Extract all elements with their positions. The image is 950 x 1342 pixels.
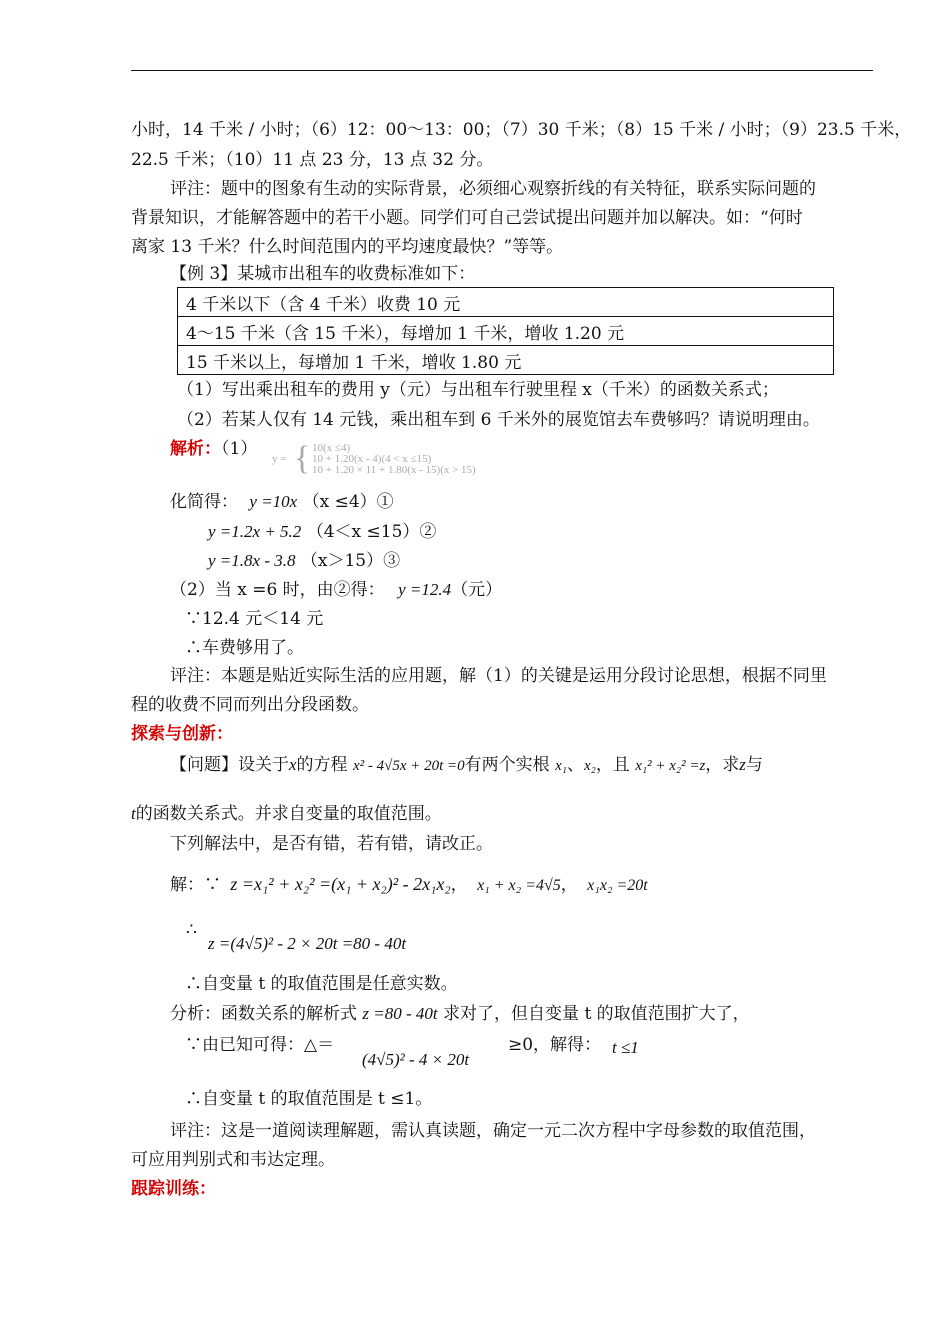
sum-of-roots: x₁ + x₂ =4√5 bbox=[477, 877, 561, 894]
piecewise-formula bbox=[272, 442, 732, 476]
discriminant-solve: ≥0，解得： bbox=[508, 1035, 602, 1055]
solution-heading bbox=[170, 437, 257, 461]
root-x1: x₁ bbox=[555, 758, 567, 774]
answer-line-2: 22.5 千米；（10）11 点 23 分，13 点 32 分。 bbox=[131, 150, 494, 170]
problem-text-g: 的函数关系式。并求自变量的取值范围。 bbox=[135, 804, 442, 824]
simplify-line-2 bbox=[208, 520, 436, 544]
separator: 、 bbox=[566, 755, 584, 775]
part2-result: y =12.4 bbox=[398, 580, 452, 599]
discriminant-label: ∵由已知可得：△＝ bbox=[185, 1035, 335, 1055]
var-z: z bbox=[739, 755, 746, 774]
discriminant-expression: (4√5)² - 4 × 20t bbox=[362, 1050, 470, 1069]
answer-line-1: 小时，14 千米 / 小时；（6）12：00～13：00；（7）30 千米；（8）15 千米 / 小时；（9）23.5 千米， bbox=[131, 120, 912, 140]
brace-icon: { bbox=[294, 440, 311, 477]
root-x2: x₂ bbox=[583, 758, 596, 774]
analysis-text-b: 求对了，但自变量 t 的取值范围扩大了， bbox=[443, 1004, 750, 1024]
solution-start: 解：∵ bbox=[170, 875, 221, 895]
therefore-symbol: ∴ bbox=[186, 920, 197, 940]
fare-table bbox=[177, 287, 834, 375]
identity-equation: z =x₁² + x₂² =(x₁ + x₂)² - 2x₁x₂ bbox=[230, 874, 451, 894]
part2-unit: （元） bbox=[451, 580, 503, 600]
problem-text-b: 的方程 bbox=[296, 755, 348, 775]
simplify-line-3 bbox=[208, 549, 400, 573]
solution-line-1: 解：∵ z =x₁² + x₂² =(x₁ + x₂)² - 2x₁x₂， x₁ + x₂ =4√5， x₁x₂ =20t bbox=[170, 874, 648, 895]
simplify-label: 化简得： bbox=[170, 492, 238, 512]
product-of-roots: x₁x₂ =20t bbox=[587, 877, 648, 894]
formula-3: y =1.8x - 3.8 bbox=[208, 551, 296, 570]
condition-1: （x ≤4）① bbox=[302, 492, 394, 512]
piecewise-row-2: 10 + 1.20(x - 4)(4 < x ≤15) bbox=[312, 453, 432, 465]
problem-text-c: 有两个实根 bbox=[464, 755, 550, 775]
problem-line-1 bbox=[170, 753, 763, 778]
comment3-line-2: 可应用判别式和韦达定理。 bbox=[131, 1150, 335, 1170]
condition-3: （x＞15）③ bbox=[300, 551, 401, 571]
because-line: ∵12.4 元＜14 元 bbox=[185, 609, 324, 629]
question-1: （1）写出乘出租车的费用 y（元）与出租车行驶里程 x（千米）的函数关系式； bbox=[177, 380, 779, 400]
table-row bbox=[178, 288, 834, 317]
part2-line bbox=[170, 578, 502, 602]
formula-1: y =10x bbox=[249, 492, 298, 511]
question-2: （2）若某人仅有 14 元钱，乘出租车到 6 千米外的展览馆去车费够吗？请说明理由。 bbox=[177, 410, 820, 430]
problem-line-2 bbox=[131, 802, 442, 826]
piecewise-row-3: 10 + 1.20 × 11 + 1.80(x - 15)(x > 15) bbox=[312, 464, 476, 476]
var-t: t bbox=[131, 804, 136, 823]
table-cell: 4～15 千米（含 15 千米），每增加 1 千米，增收 1.20 元 bbox=[178, 317, 834, 346]
condition-equation: x₁² + x₂² =z bbox=[635, 758, 706, 774]
analysis-text-a: 分析：函数关系的解析式 bbox=[170, 1004, 357, 1024]
comment3-line-1: 评注：这是一道阅读理解题，需认真读题，确定一元二次方程中字母参数的取值范围， bbox=[170, 1121, 816, 1141]
wrong-conclusion: ∴自变量 t 的取值范围是任意实数。 bbox=[185, 974, 458, 994]
table-cell: 15 千米以上，每增加 1 千米，增收 1.80 元 bbox=[178, 346, 834, 375]
table-row bbox=[178, 317, 834, 346]
condition-2: （4＜x ≤15）② bbox=[306, 522, 437, 542]
header-rule bbox=[131, 70, 873, 71]
track-heading: 跟踪训练： bbox=[131, 1179, 216, 1199]
explore-heading: 探索与创新： bbox=[131, 724, 233, 744]
solution-part-label: （1） bbox=[221, 439, 258, 459]
problem-text-f: 与 bbox=[745, 755, 763, 775]
problem-text-e: ，求 bbox=[705, 755, 740, 775]
comment2-line-2: 程的收费不同而列出分段函数。 bbox=[131, 695, 369, 715]
t-bound: t ≤1 bbox=[612, 1038, 639, 1057]
piecewise-lhs: y = bbox=[272, 453, 287, 465]
problem-text-a: 【问题】设关于 bbox=[170, 755, 289, 775]
quadratic-equation: x² - 4√5x + 20t =0 bbox=[352, 758, 465, 774]
z-result-equation: z =(4√5)² - 2 × 20t =80 - 40t bbox=[208, 934, 407, 953]
problem-line-3: 下列解法中，是否有错，若有错，请改正。 bbox=[170, 834, 493, 854]
comment1-line-3: 离家 13 千米？什么时间范围内的平均速度最快？”等等。 bbox=[131, 237, 564, 257]
correct-conclusion: ∴自变量 t 的取值范围是 t ≤1。 bbox=[185, 1089, 433, 1109]
therefore-line: ∴车费够用了。 bbox=[185, 638, 304, 658]
analysis-equation: z =80 - 40t bbox=[362, 1004, 438, 1023]
var-x: x bbox=[289, 755, 297, 774]
problem-text-d: ，且 bbox=[595, 755, 630, 775]
simplify-line-1 bbox=[170, 490, 394, 514]
solution-label: 解析： bbox=[170, 439, 221, 459]
table-row bbox=[178, 346, 834, 375]
comment2-line-1: 评注：本题是贴近实际生活的应用题，解（1）的关键是运用分段讨论思想，根据不同里 bbox=[170, 666, 827, 686]
part2-text: （2）当 x =6 时，由②得： bbox=[170, 580, 385, 600]
piecewise-row-1: 10(x ≤4) bbox=[312, 442, 351, 454]
comment1-line-2: 背景知识，才能解答题中的若干小题。同学们可自己尝试提出问题并加以解决。如：“何时 bbox=[131, 208, 803, 228]
formula-2: y =1.2x + 5.2 bbox=[208, 522, 302, 541]
analysis-line bbox=[170, 1002, 750, 1026]
table-cell: 4 千米以下（含 4 千米）收费 10 元 bbox=[178, 288, 834, 317]
comment1-line-1: 评注：题中的图象有生动的实际背景，必须细心观察折线的有关特征，联系实际问题的 bbox=[170, 179, 816, 199]
example3-title: 【例 3】某城市出租车的收费标准如下： bbox=[170, 264, 476, 284]
